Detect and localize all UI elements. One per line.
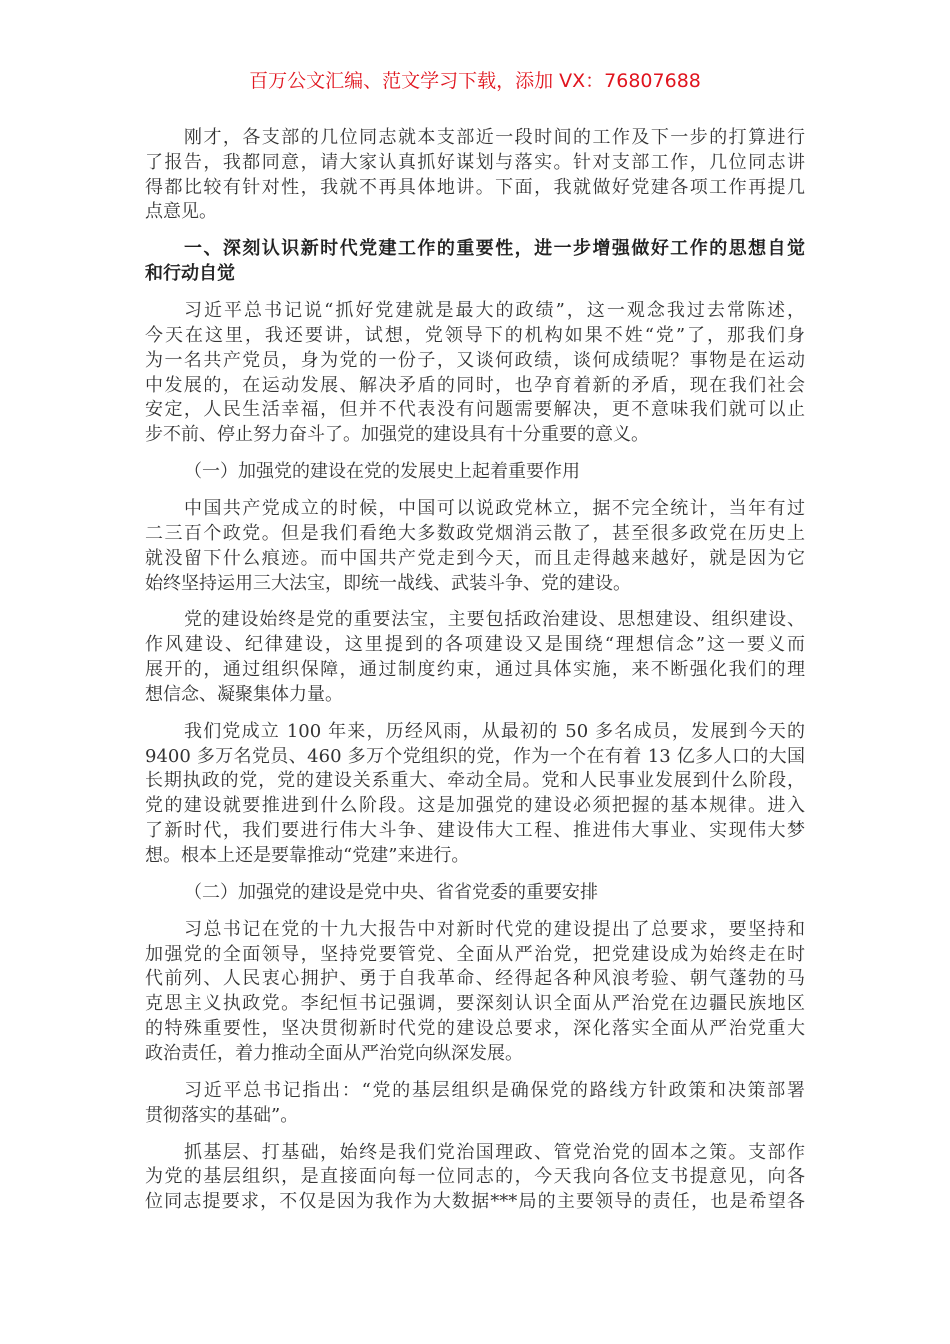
text-line: 得都比较有针对性，我就不再具体地讲。下面，我就做好党建各项工作再提几	[145, 176, 805, 198]
text-line: （一）加强党的建设在党的发展史上起着重要作用	[184, 461, 580, 483]
text-line: 了新时代，我们要进行伟大斗争、建设伟大工程、推进伟大事业、实现伟大梦	[145, 820, 805, 842]
document-body	[145, 126, 805, 1227]
text-line: 习总书记在党的十九大报告中对新时代党的建设提出了总要求，要坚持和	[184, 918, 805, 940]
text-line: 二三百个政党。但是我们看绝大多数政党烟消云散了，甚至很多政党在历史上	[145, 522, 805, 544]
subsection-heading	[145, 881, 805, 906]
text-line: （二）加强党的建设是党中央、省省党委的重要安排	[184, 881, 598, 903]
text-line: 为一名共产党员，身为党的一份子，又谈何政绩，谈何成绩呢？事物是在运动	[145, 349, 805, 371]
text-line: 贯彻落实的基础”。	[145, 1104, 299, 1126]
text-line: 步不前、停止努力奋斗了。加强党的建设具有十分重要的意义。	[145, 424, 649, 446]
text-line: 长期执政的党，党的建设关系重大、牵动全局。党和人民事业发展到什么阶段，	[145, 770, 805, 792]
text-line: 刚才，各支部的几位同志就本支部近一段时间的工作及下一步的打算进行	[184, 127, 805, 148]
text-line: 党的建设就要推进到什么阶段。这是加强党的建设必须把握的基本规律。进入	[145, 795, 805, 817]
text-line: 想。根本上还是要靠推动“党建”来进行。	[145, 844, 470, 866]
text-line: 安定，人民生活幸福，但并不代表没有问题需要解决，更不意味我们就可以止	[145, 399, 805, 421]
paragraph	[145, 720, 805, 869]
watermark-banner: 百万公文汇编、范文学习下载，添加 VX：76807688	[249, 70, 701, 92]
text-line: 为党的基层组织，是直接面向每一位同志的，今天我向各位支书提意见，向各	[145, 1166, 805, 1188]
paragraph	[145, 1079, 805, 1129]
text-line: 就没留下什么痕迹。而中国共产党走到今天，而且走得越来越好，就是因为它	[145, 547, 805, 569]
text-line: 今天在这里，我还要讲，试想，党领导下的机构如果不姓“党”了，那我们身	[145, 324, 805, 346]
text-line: 想信念、凝聚集体力量。	[145, 683, 343, 705]
text-line: 始终坚持运用三大法宝，即统一战线、武装斗争、党的建设。	[145, 572, 631, 594]
subsection-heading	[145, 460, 805, 485]
paragraph	[145, 918, 805, 1067]
text-line: 中国共产党成立的时候，中国可以说政党林立，据不完全统计，当年有过	[184, 498, 805, 520]
text-line: 抓基层、打基础，始终是我们党治国理政、管党治党的固本之策。支部作	[184, 1141, 805, 1163]
text-line: 加强党的全面领导，坚持党要管党、全面从严治党，把党建设成为始终走在时	[145, 943, 805, 965]
text-line: 我们党成立 100 年来，历经风雨，从最初的 50 多名成员，发展到今天的	[184, 720, 805, 742]
text-line: 党的建设始终是党的重要法宝，主要包括政治建设、思想建设、组织建设、	[184, 609, 805, 631]
text-line: 展开的，通过组织保障，通过制度约束，通过具体实施，来不断强化我们的理	[145, 659, 805, 681]
paragraph	[145, 608, 805, 707]
text-line: 政治责任，着力推动全面从严治党向纵深发展。	[145, 1042, 523, 1064]
text-line: 点意见。	[145, 201, 217, 223]
paragraph	[145, 1141, 805, 1215]
text-line: 的特殊重要性，坚决贯彻新时代党的建设总要求，深化落实全面从严治党重大	[145, 1018, 805, 1039]
text-line: 中发展的，在运动发展、解决矛盾的同时，也孕育着新的矛盾，现在我们社会	[145, 374, 805, 396]
text-line: 习近平总书记指出：“党的基层组织是确保党的路线方针政策和决策部署	[184, 1079, 805, 1101]
text-line: 了报告，我都同意，请大家认真抓好谋划与落实。针对支部工作，几位同志讲	[145, 151, 805, 173]
text-line: 9400 多万名党员、460 多万个党组织的党，作为一个在有着 13 亿多人口的大国	[145, 745, 805, 767]
paragraph	[145, 126, 805, 225]
text-line: 和行动自觉	[145, 263, 235, 285]
paragraph	[145, 299, 805, 448]
section-heading	[145, 237, 805, 287]
text-line: 代前列、人民衷心拥护、勇于自我革命、经得起各种风浪考验、朝气蓬勃的马	[145, 968, 805, 990]
paragraph	[145, 497, 805, 596]
text-line: 克思主义执政党。李纪恒书记强调，要深刻认识全面从严治党在边疆民族地区	[145, 993, 805, 1015]
text-line: 一、深刻认识新时代党建工作的重要性，进一步增强做好工作的思想自觉	[184, 238, 805, 260]
text-line: 位同志提要求，不仅是因为我作为大数据***局的主要领导的责任，也是希望各	[145, 1191, 805, 1213]
text-line: 作风建设、纪律建设，这里提到的各项建设又是围绕“理想信念”这一要义而	[145, 634, 805, 656]
text-line: 习近平总书记说“抓好党建就是最大的政绩”，这一观念我过去常陈述，	[184, 300, 805, 322]
